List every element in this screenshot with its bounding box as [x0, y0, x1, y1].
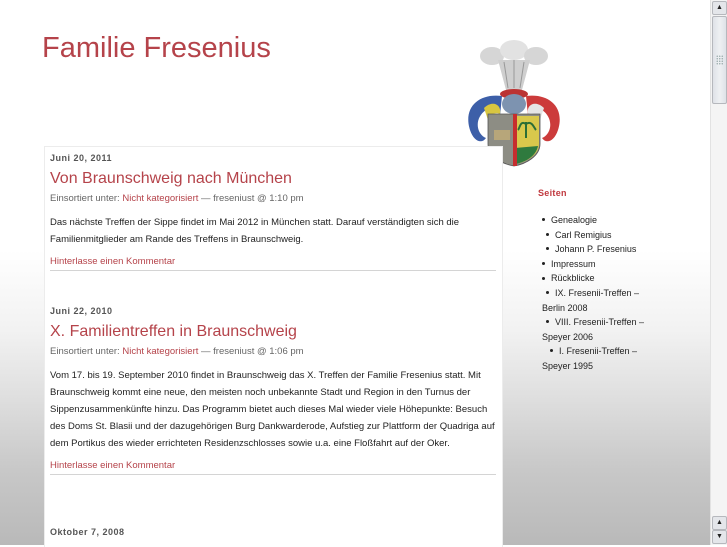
post-meta [50, 346, 498, 357]
bullet-icon [542, 262, 545, 265]
sidebar-item-label[interactable]: Johann P. Fresenius [555, 244, 637, 255]
sidebar-item-ix-treffen[interactable] [538, 286, 698, 315]
posts-container [44, 146, 503, 547]
scroll-up-button[interactable] [712, 1, 727, 15]
sidebar-item-label[interactable]: Impressum [551, 258, 596, 269]
bullet-icon [542, 277, 545, 280]
sidebar-item-label[interactable]: VIII. Fresenii-Treffen – [555, 317, 645, 328]
vertical-scrollbar[interactable] [710, 0, 727, 545]
post-date: Juni 20, 2011 [50, 153, 113, 163]
sidebar-item-genealogie[interactable] [538, 213, 698, 228]
post [45, 521, 131, 539]
bullet-icon [546, 247, 549, 250]
pages-list [538, 213, 698, 374]
arrow-up-icon: ▲ [716, 519, 723, 526]
bullet-icon [546, 320, 549, 323]
arrow-down-icon: ▼ [716, 533, 723, 540]
scroll-up-button-bottom[interactable] [712, 516, 727, 530]
sidebar-item-johann-p-fresenius[interactable] [538, 242, 698, 257]
post-body: Vom 17. bis 19. September 2010 findet in Braunschweig das X. Treffen der Familie Fresenius statt. Mit Braunschweig kommt eine neue, den meisten noch unbekannte Stadt und Region in den Turnus der Sippenzusammenkünfte hinzu. Das Programm bietet auch dieses Mal wieder viele Höhepunkte: Besuch des Doms St. Blasii und der dazugehörigen Burg Dankwarderode, Aufstieg zur Plattform der Quadriga auf dem Portikus des wieder errichteten Residenzschlosses sowie u.a. eine Floßfahrt auf der Oker. [50, 370, 495, 449]
sidebar-item-label-cont[interactable]: Speyer 1995 [542, 360, 594, 371]
post-body: Das nächste Treffen der Sippe findet im Mai 2012 in München statt. Darauf verständigten sich die Familienmitglieder am Rande des Treffens in Braunschweig. [50, 217, 460, 245]
sidebar-item-label-cont[interactable]: Speyer 2006 [542, 331, 594, 342]
post [45, 147, 504, 271]
sidebar-item-label[interactable]: IX. Fresenii-Treffen – [555, 287, 640, 298]
sidebar-item-viii-treffen[interactable] [538, 315, 698, 344]
post-title-link[interactable]: Von Braunschweig nach München [50, 170, 292, 187]
sidebar-title: Seiten [538, 188, 567, 198]
sidebar-item-impressum[interactable] [538, 257, 698, 272]
arrow-up-icon: ▲ [716, 4, 723, 11]
scrollbar-thumb[interactable] [712, 16, 727, 104]
post-date: Oktober 7, 2008 [50, 527, 125, 537]
bullet-icon [546, 233, 549, 236]
post-date: Juni 22, 2010 [50, 306, 113, 316]
category-link[interactable]: Nicht kategorisiert [122, 193, 199, 204]
bullet-icon [550, 349, 553, 352]
meta-prefix: Einsortiert unter: [50, 346, 123, 357]
bullet-icon [546, 291, 549, 294]
sidebar-item-label-cont[interactable]: Berlin 2008 [542, 302, 588, 313]
bullet-icon [542, 218, 545, 221]
comment-link[interactable]: Hinterlasse einen Kommentar [50, 460, 496, 475]
sidebar-item-rueckblicke[interactable] [538, 271, 698, 286]
meta-author-time: — freseniust @ 1:06 pm [198, 346, 304, 357]
sidebar-item-label[interactable]: Rückblicke [551, 273, 595, 284]
sidebar-item-i-treffen[interactable] [538, 344, 698, 373]
sidebar-item-label[interactable]: I. Fresenii-Treffen – [559, 346, 638, 357]
sidebar-item-carl-remigius[interactable] [538, 228, 698, 243]
scroll-down-button[interactable] [712, 530, 727, 544]
sidebar-item-label[interactable]: Carl Remigius [555, 229, 612, 240]
post-title-link[interactable]: X. Familientreffen in Braunschweig [50, 323, 297, 340]
site-title[interactable]: Familie Fresenius [42, 32, 271, 64]
grip-icon [716, 55, 723, 65]
comment-link[interactable]: Hinterlasse einen Kommentar [50, 256, 496, 271]
post-meta [50, 193, 498, 204]
meta-author-time: — freseniust @ 1:10 pm [198, 193, 304, 204]
category-link[interactable]: Nicht kategorisiert [122, 346, 199, 357]
sidebar [538, 188, 698, 374]
sidebar-item-label[interactable]: Genealogie [551, 215, 598, 225]
meta-prefix: Einsortiert unter: [50, 193, 123, 204]
post [45, 300, 504, 475]
